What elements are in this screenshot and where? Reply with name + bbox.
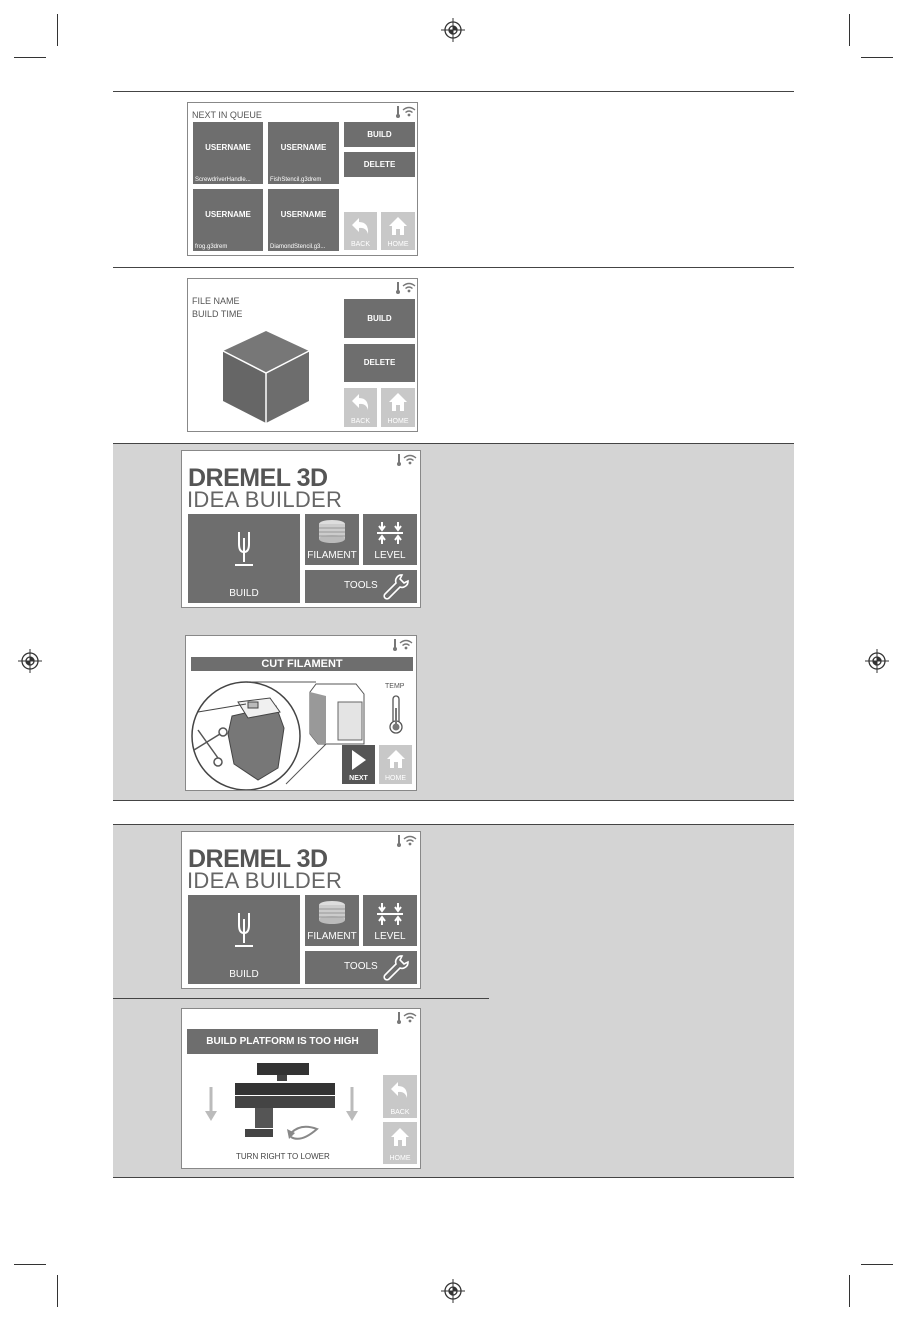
- logo-dremel-text: DREMEL: [188, 464, 291, 492]
- queue-item-filename: frog.g3drem: [195, 244, 228, 250]
- thermometer-icon: [388, 694, 404, 734]
- queue-item-username: USERNAME: [205, 210, 251, 219]
- thermometer-icon: [395, 106, 401, 118]
- build-label: BUILD: [229, 588, 259, 599]
- crop-mark: [861, 1264, 893, 1265]
- queue-item-filename: ScrewdriverHandle...: [195, 177, 251, 183]
- back-arrow-icon: [350, 216, 371, 236]
- delete-button[interactable]: DELETE: [344, 344, 415, 382]
- cut-filament-screen: [185, 635, 417, 791]
- crop-mark: [849, 14, 850, 46]
- filament-label: FILAMENT: [307, 550, 357, 561]
- level-platform-screen: [181, 1008, 421, 1169]
- thermometer-icon: [395, 282, 401, 294]
- thermometer-icon: [396, 835, 402, 847]
- build-nozzle-icon: [231, 911, 257, 949]
- queue-item[interactable]: [193, 189, 263, 251]
- queue-item-filename: DiamondStencil.g3...: [270, 244, 326, 250]
- home-screen: [181, 450, 421, 608]
- next-arrow-icon: [350, 749, 368, 771]
- home-icon: [388, 392, 408, 412]
- build-nozzle-icon: [231, 530, 257, 568]
- back-label: BACK: [390, 1109, 410, 1116]
- back-button[interactable]: [344, 212, 377, 250]
- filament-button[interactable]: [305, 895, 359, 946]
- level-arrows-icon: [375, 521, 405, 545]
- thermometer-icon: [392, 639, 398, 651]
- back-arrow-icon: [389, 1080, 410, 1100]
- crop-mark: [849, 1275, 850, 1307]
- build-time: BUILD TIME: [192, 309, 243, 319]
- filament-button[interactable]: [305, 514, 359, 565]
- tools-label: TOOLS: [344, 580, 378, 591]
- home-button[interactable]: [383, 1122, 417, 1164]
- back-button[interactable]: [344, 388, 377, 427]
- wrench-icon: [382, 573, 410, 601]
- model-preview-cube: [220, 329, 312, 425]
- filament-label: FILAMENT: [307, 931, 357, 942]
- crop-mark: [14, 1264, 46, 1265]
- registration-mark-icon: [18, 649, 42, 673]
- build-label: BUILD: [229, 969, 259, 980]
- divider: [113, 824, 794, 825]
- wifi-icon: [403, 1012, 417, 1023]
- home-icon: [386, 749, 406, 769]
- file-name: FILE NAME: [192, 296, 240, 306]
- thermometer-icon: [396, 1012, 402, 1024]
- back-button[interactable]: [383, 1075, 417, 1118]
- home-label: HOME: [385, 775, 406, 782]
- level-arrows-icon: [375, 902, 405, 926]
- tools-label: TOOLS: [344, 961, 378, 972]
- divider: [113, 1177, 794, 1178]
- crop-mark: [57, 14, 58, 46]
- thermometer-icon: [396, 454, 402, 466]
- crop-mark: [57, 1275, 58, 1307]
- home-icon: [388, 216, 408, 236]
- tools-button[interactable]: [305, 570, 417, 603]
- next-label: NEXT: [349, 775, 368, 782]
- registration-mark-icon: [441, 18, 465, 42]
- home-icon: [390, 1127, 410, 1147]
- queue-item[interactable]: [268, 122, 339, 184]
- logo-3d-text: 3D: [296, 464, 328, 492]
- build-button[interactable]: [188, 514, 300, 603]
- logo-idea-builder: IDEA BUILDER: [187, 487, 343, 512]
- queue-item-username: USERNAME: [280, 210, 327, 219]
- queue-item[interactable]: [268, 189, 339, 251]
- queue-item-filename: FishStencil.g3drem: [270, 177, 322, 183]
- queue-item[interactable]: [193, 122, 263, 184]
- build-button[interactable]: [188, 895, 300, 984]
- back-arrow-icon: [350, 392, 371, 412]
- logo-3d-text: 3D: [296, 845, 328, 873]
- divider: [113, 91, 794, 92]
- filament-spool-icon: [317, 519, 347, 545]
- next-button[interactable]: [342, 745, 375, 784]
- home-screen: [181, 831, 421, 989]
- platform-level-illustration: [197, 1059, 367, 1149]
- platform-too-high-banner: BUILD PLATFORM IS TOO HIGH: [187, 1029, 378, 1054]
- logo-dremel-text: DREMEL: [188, 845, 291, 873]
- turn-right-hint: TURN RIGHT TO LOWER: [236, 1152, 330, 1161]
- filament-spool-icon: [317, 900, 347, 926]
- screen-title: NEXT IN QUEUE: [192, 110, 262, 120]
- divider: [113, 998, 489, 999]
- home-button[interactable]: [379, 745, 412, 784]
- registration-mark-icon: [865, 649, 889, 673]
- level-button[interactable]: [363, 895, 417, 946]
- delete-button[interactable]: DELETE: [344, 152, 415, 177]
- tools-button[interactable]: [305, 951, 417, 984]
- divider: [113, 443, 794, 444]
- home-label: HOME: [387, 241, 409, 248]
- home-button[interactable]: [381, 212, 415, 250]
- build-button[interactable]: BUILD: [344, 299, 415, 338]
- queue-screen: [187, 102, 418, 256]
- build-button[interactable]: BUILD: [344, 122, 415, 147]
- file-detail-screen: [187, 278, 418, 432]
- crop-mark: [861, 57, 893, 58]
- level-label: LEVEL: [374, 931, 406, 942]
- divider: [113, 800, 794, 801]
- wifi-icon: [399, 639, 413, 650]
- divider: [113, 267, 794, 268]
- crop-mark: [14, 57, 46, 58]
- temp-label: TEMP: [385, 683, 405, 690]
- home-label: HOME: [387, 418, 409, 425]
- cut-filament-banner: CUT FILAMENT: [191, 657, 413, 671]
- logo-idea-builder: IDEA BUILDER: [187, 868, 343, 893]
- wifi-icon: [402, 282, 416, 293]
- wrench-icon: [382, 954, 410, 982]
- wifi-icon: [402, 106, 416, 117]
- back-label: BACK: [350, 241, 371, 248]
- registration-mark-icon: [441, 1279, 465, 1303]
- level-button[interactable]: [363, 514, 417, 565]
- queue-item-username: USERNAME: [280, 143, 327, 152]
- level-label: LEVEL: [374, 550, 406, 561]
- wifi-icon: [403, 835, 417, 846]
- wifi-icon: [403, 454, 417, 465]
- home-button[interactable]: [381, 388, 415, 427]
- home-label: HOME: [389, 1155, 411, 1162]
- queue-item-username: USERNAME: [205, 143, 251, 152]
- back-label: BACK: [350, 418, 371, 425]
